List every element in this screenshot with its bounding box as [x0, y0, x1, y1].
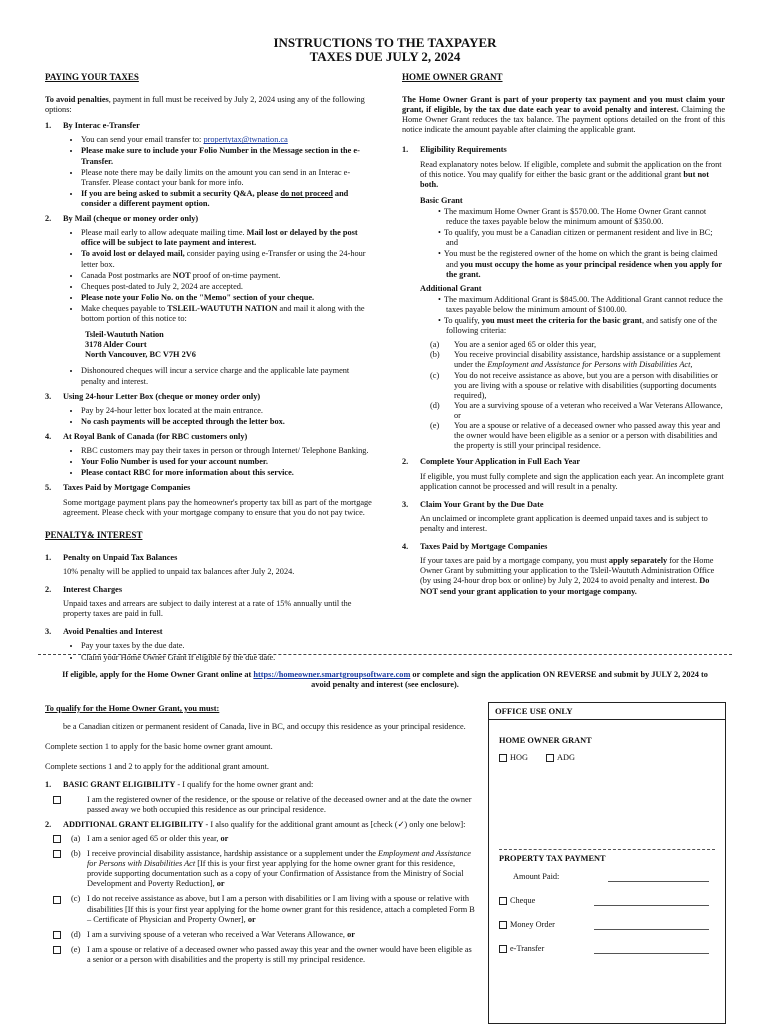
etransfer-field[interactable] [594, 944, 709, 954]
qualify-heading: To qualify for the Home Owner Grant, you must: [45, 704, 220, 713]
basic-grant-heading: Basic Grant [420, 195, 463, 205]
penalty-section-3: 3. Avoid Penalties and Interest [45, 627, 163, 637]
option-b: (b) I receive provincial disability assistance, hardship assistance or a supplement under the Employment and Assistance for Persons with Disabilities Act [If this is your first year applying for the home owner grant for this residence, provide supporting documentation such as a copy of your Confirmation of Assistance from the Ministry of Social Development and Poverty Reduction], or [45, 849, 475, 889]
interest-text: Unpaid taxes and arrears are subject to daily interest at a rate of 15% annually until the property taxes are paid in full. [63, 599, 352, 619]
additional-grant-list [420, 295, 725, 336]
cheque-checkbox[interactable] [499, 897, 507, 905]
qualify-text: be a Canadian citizen or permanent resident of Canada, live in BC, and occupy this residence as your principal residence. [63, 722, 466, 732]
mortgage-grant-text: If your taxes are paid by a mortgage company, you must apply separately for the Home Owner Grant by submitting your application to the Tsleil-Waututh Administration Office (by using 24-hour drop box or online) by July 2, 2024 to avoid penalty and interest. Do NOT send your grant application to your mortgage company. [420, 556, 715, 596]
list-item: • Make cheques payable to TSLEIL-WAUTUTH NATION and mail it along with the bottom portion of this notice to: [81, 304, 373, 324]
hog-section-3: 3. Claim Your Grant by the Due Date [402, 499, 544, 509]
letterbox-list [45, 406, 373, 427]
list-item: • Canada Post postmarks are NOT proof of on-time payment. [81, 271, 373, 281]
money-order-checkbox[interactable] [499, 921, 507, 929]
office-use-heading: OFFICE USE ONLY [489, 703, 725, 720]
homeowner-link[interactable]: https://homeowner.smartgroupsoftware.com [253, 670, 411, 679]
option-b-checkbox[interactable] [53, 850, 61, 858]
cheque-field[interactable] [594, 896, 709, 906]
mailing-address: Tsleil-Waututh Nation 3178 Alder Court North Vancouver, BC V7H 2V6 [85, 330, 196, 360]
penalty-section-1: 1. Penalty on Unpaid Tax Balances [45, 552, 178, 562]
complete-text: If eligible, you must fully complete and sign the application each year. An incomplete grant application cannot be processed and will result in a penalty. [420, 471, 724, 491]
hog-option: HOG [499, 753, 528, 763]
adg-option: ADG [546, 753, 575, 763]
avoid-list [45, 641, 373, 662]
paying-section-4: 4. At Royal Bank of Canada (for RBC customers only) [45, 432, 248, 442]
paying-intro: To avoid penalties, payment in full must be received by July 2, 2024 using any of the following options: [45, 94, 365, 115]
list-item: (d) You are a surviving spouse of a veteran who received a War Veterans Allowance, or [430, 400, 723, 421]
office-use-box [488, 702, 726, 1024]
list-item: • Please note there may be daily limits on the amount you can send in an Interac e-Transfer. Please contact your bank for more info. [81, 168, 373, 188]
money-order-row: Money Order [499, 920, 715, 930]
option-e: (e) I am a spouse or relative of a deceased owner who passed away this year and the owner would have been eligible as a senior or a person with disabilities and the property is still my principal residence. [45, 945, 475, 965]
hog-office-heading: HOME OWNER GRANT [499, 736, 592, 746]
paying-section-3: 3. Using 24-hour Letter Box (cheque or money order only) [45, 391, 261, 401]
mortgage-text: Some mortgage payment plans pay the homeowner's property tax bill as part of the mortgage agreement. Please check with your mortgage company to ensure that you do not pay twice. [63, 497, 372, 517]
list-item: • To qualify, you must be a Canadian citizen or permanent resident and live in BC; and [446, 228, 725, 248]
mail-list [45, 228, 373, 324]
list-item: • Please contact RBC for more information about this service. [81, 468, 373, 478]
option-d-checkbox[interactable] [53, 931, 61, 939]
basic-grant-list [420, 207, 725, 280]
left-column [45, 72, 373, 668]
email-link[interactable]: propertytax@twnation.ca [203, 135, 288, 145]
hog-section-1: 1. Eligibility Requirements [402, 145, 507, 155]
etransfer-checkbox[interactable] [499, 945, 507, 953]
etransfer-row: e-Transfer [499, 944, 715, 954]
list-item: • You can send your email transfer to: propertytax@twnation.ca [81, 135, 373, 145]
penalty-heading: PENALTY& INTEREST [45, 529, 143, 540]
penalty-text: 10% penalty will be applied to unpaid tax balances after July 2, 2024. [63, 566, 295, 576]
dishonoured-list [45, 366, 373, 386]
hog-checkbox[interactable] [499, 754, 507, 762]
paying-section-2: 2. By Mail (cheque or money order only) [45, 214, 199, 224]
list-item: • Please mail early to allow adequate mailing time. Mail lost or delayed by the post office will be subject to late payment and interest. [81, 228, 373, 248]
criteria-list [430, 340, 725, 451]
list-item: • RBC customers may pay their taxes in person or through Internet/ Telephone Banking. [81, 446, 373, 456]
additional-eligibility: 2. ADDITIONAL GRANT ELIGIBILITY - I also qualify for the additional grant amount as [check (✓) only one below]: [45, 819, 466, 829]
office-divider [499, 849, 715, 850]
list-item: • No cash payments will be accepted through the letter box. [81, 417, 373, 427]
complete-section-1-text: Complete section 1 to apply for the basic home owner grant amount. [45, 742, 273, 752]
money-order-field[interactable] [594, 920, 709, 930]
property-tax-payment-heading: PROPERTY TAX PAYMENT [499, 853, 606, 863]
hog-section-2: 2. Complete Your Application in Full Each Year [402, 457, 581, 467]
basic-grant-checkbox[interactable] [53, 796, 61, 804]
cheque-row: Cheque [499, 896, 715, 906]
title-line-1: INSTRUCTIONS TO THE TAXPAYER [273, 35, 497, 50]
basic-eligibility: 1. BASIC GRANT ELIGIBILITY - I qualify for the home owner grant and: [45, 780, 314, 790]
complete-section-2-text: Complete sections 1 and 2 to apply for the additional grant amount. [45, 762, 269, 772]
penalty-section-2: 2. Interest Charges [45, 584, 123, 594]
list-item: • Please make sure to include your Folio Number in the Message section in the e-Transfer. [81, 146, 373, 166]
list-item: • Dishonoured cheques will incur a service charge and the applicable late payment penalty and interest. [81, 366, 373, 386]
list-item: • You must be the registered owner of the home on which the grant is being claimed and you must occupy the home as your principal residence when you apply for the grant. [446, 249, 725, 279]
list-item: • To qualify, you must meet the criteria for the basic grant, and satisfy one of the following criteria: [446, 316, 725, 336]
list-item: • To avoid lost or delayed mail, consider paying using e-Transfer or using the 24-hour letter box. [81, 249, 373, 269]
tear-line [38, 654, 732, 655]
eligibility-text: Read explanatory notes below. If eligible, complete and submit the application on the front of this notice. You may qualify for either the basic grant or the additional grant but not both. [420, 159, 722, 189]
hog-section-4: 4. Taxes Paid by Mortgage Companies [402, 542, 548, 552]
option-a-checkbox[interactable] [53, 835, 61, 843]
list-item: (e) You are a spouse or relative of a deceased owner who passed away this year and the owner would have been eligible as a senior or a person with disabilities and the property is still your principal residence. [430, 421, 721, 451]
option-e-checkbox[interactable] [53, 946, 61, 954]
grant-type-options [499, 753, 715, 763]
amount-paid-field[interactable] [608, 872, 709, 882]
hog-intro: The Home Owner Grant is part of your property tax payment and you must claim your grant, if eligible, by the tax due date each year to avoid penalty and interest. Claiming the Home Owner Grant reduces the tax balance. The payment options detailed on the front of this notice indicate the amount payable after claiming the applicable grant. [402, 94, 725, 135]
adg-checkbox[interactable] [546, 754, 554, 762]
additional-grant-heading: Additional Grant [420, 283, 482, 293]
claim-text: An unclaimed or incomplete grant application is deemed unpaid taxes and is subject to penalty and interest. [420, 513, 708, 534]
paying-section-5: 5. Taxes Paid by Mortgage Companies [45, 483, 191, 493]
list-item: • Your Folio Number is used for your account number. [81, 457, 373, 467]
title-line-2: TAXES DUE JULY 2, 2024 [309, 49, 461, 65]
option-d: (d) I am a surviving spouse of a veteran who received a War Veterans Allowance, or [45, 930, 475, 940]
basic-eligibility-option: I am the registered owner of the residence, or the spouse or relative of the deceased owner and at the date the owner passed away we both occupied this residence as our principal residence. [45, 795, 475, 815]
list-item: (c) You do not receive assistance as above, but you are a person with disabilities or you are living with a spouse or relative with disabilities (supporting documents required), [430, 370, 718, 400]
etransfer-list [45, 135, 373, 209]
list-item: • Pay your taxes by the due date. [81, 641, 373, 651]
rbc-list [45, 446, 373, 478]
list-item: • Pay by 24-hour letter box located at the main entrance. [81, 406, 373, 416]
option-a: (a) I am a senior aged 65 or older this year, or [45, 834, 475, 844]
list-item: • Cheques post-dated to July 2, 2024 are accepted. [81, 282, 373, 292]
list-item: (b) You receive provincial disability assistance, hardship assistance or a supplement under the Employment and Assistance for Persons with Disabilities Act, [430, 350, 721, 370]
list-item: • The maximum Home Owner Grant is $570.00. The Home Owner Grant cannot reduce the taxes payable below the minimum amount of $350.00. [446, 207, 725, 227]
grant-application-form [45, 704, 475, 970]
option-c: (c) I do not receive assistance as above, but I am a person with disabilities or I am living with a spouse or relative with disabilities [If this is your first year applying for the home owner grant for this residence, attach a completed Form B – Certificate of Physician and Property Owner], or [45, 894, 475, 924]
hog-heading: HOME OWNER GRANT [402, 72, 503, 82]
paying-section-1: 1. By Interac e-Transfer [45, 121, 140, 131]
amount-paid-row: Amount Paid: [499, 872, 715, 882]
list-item: • Claim your Home Owner Grant if eligible by the due date. [81, 653, 373, 663]
list-item: • The maximum Additional Grant is $845.00. The Additional Grant cannot reduce the taxes payable below the minimum amount of $100.00. [446, 295, 725, 315]
page-title [0, 36, 770, 65]
paying-heading: PAYING YOUR TAXES [45, 72, 139, 82]
list-item: • If you are being asked to submit a security Q&A, please do not proceed and consider a different payment option. [81, 189, 373, 209]
list-item: • Please note your Folio No. on the "Memo" section of your cheque. [81, 293, 373, 303]
online-apply-notice: If eligible, apply for the Home Owner Grant online at https://homeowner.smartgroupsoftware.com or complete and sign the application ON REVERSE and submit by JULY 2, 2024 to avoid penalty and interest (see enclosure). [62, 670, 708, 690]
list-item: (a) You are a senior aged 65 or older this year, [430, 340, 597, 350]
right-column [402, 72, 725, 603]
option-c-checkbox[interactable] [53, 896, 61, 904]
